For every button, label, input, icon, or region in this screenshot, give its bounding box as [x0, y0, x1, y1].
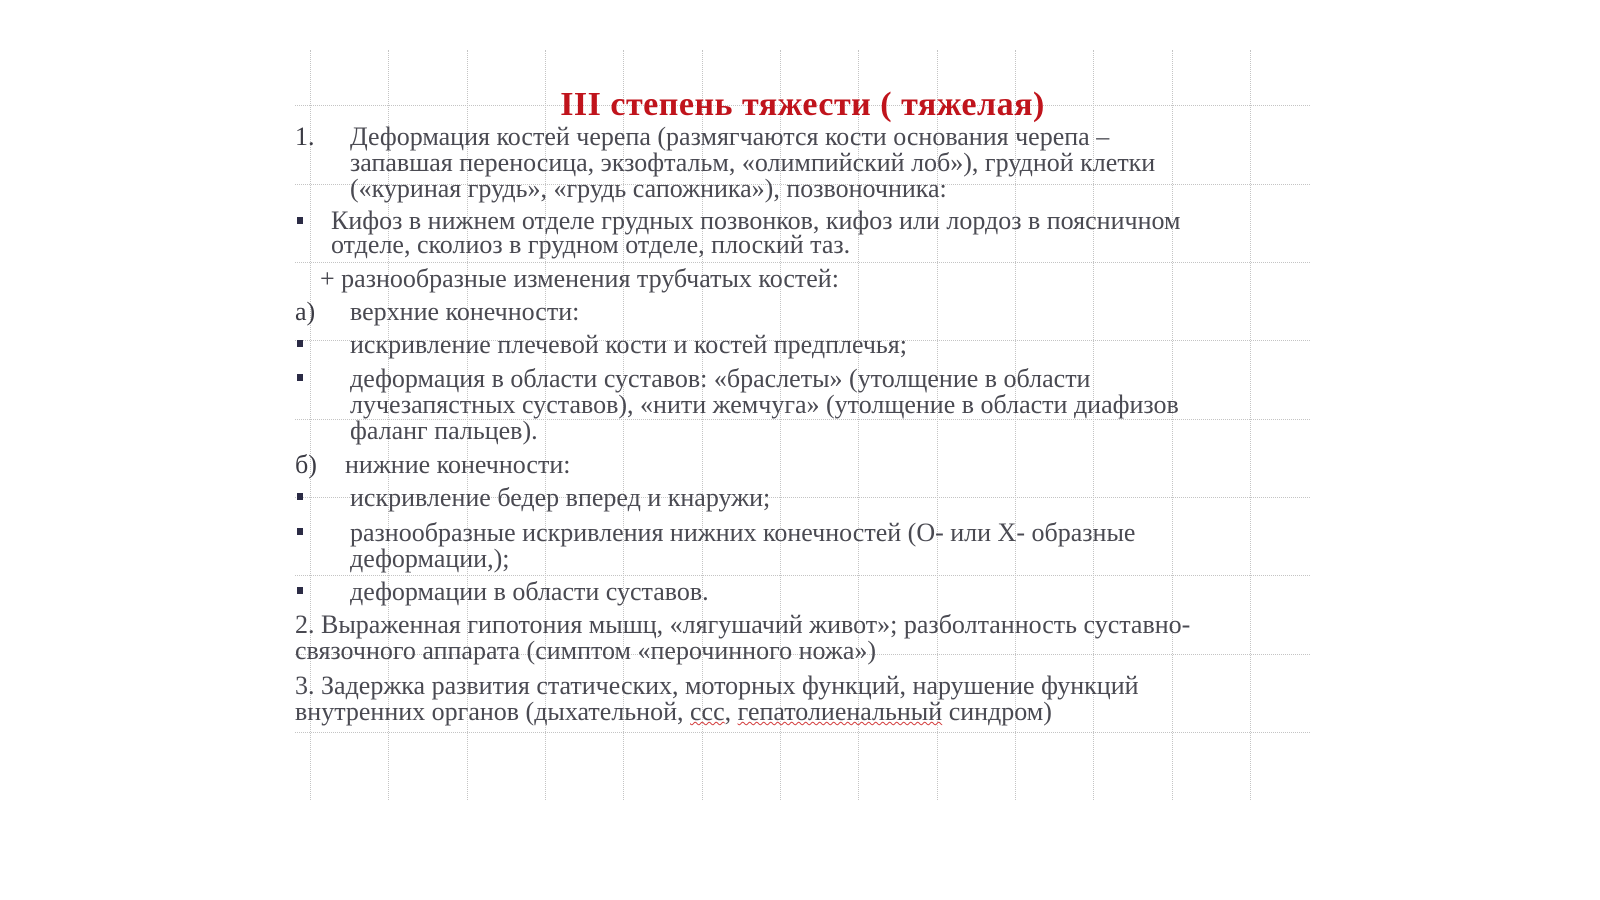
text-line: фаланг пальцев). [350, 416, 538, 445]
text-line: деформации,); [350, 544, 510, 573]
slide-title: III степень тяжести ( тяжелая) [560, 86, 1045, 123]
bullet-icon [297, 528, 303, 535]
text-line: («куриная грудь», «грудь сапожника»), позвоночника: [350, 174, 947, 203]
text-line: разнообразные искривления нижних конечностей (О- или Х- образные [350, 518, 1136, 547]
list-letter: а) [295, 297, 316, 326]
text-line: Деформация костей черепа (размягчаются кости основания черепа – [350, 122, 1110, 151]
bullet-icon [297, 217, 303, 224]
text-line: 3. Задержка развития статических, моторных функций, нарушение функций [295, 671, 1139, 700]
grid-line [1172, 50, 1173, 800]
text-line: Кифоз в нижнем отделе грудных позвонков, кифоз или лордоз в поясничном [331, 206, 1181, 235]
spellcheck-word: ссс [690, 697, 725, 726]
text-line: деформация в области суставов: «браслеты» (утолщение в области [350, 364, 1091, 393]
text-line: искривление бедер вперед и кнаружи; [350, 483, 771, 512]
text-line: деформации в области суставов. [350, 577, 709, 606]
text-line: нижние конечности: [345, 450, 571, 479]
slide [295, 50, 1310, 800]
spellcheck-word: гепатолиенальный [737, 697, 943, 726]
bullet-icon [297, 374, 303, 381]
text-line: искривление плечевой кости и костей предплечья; [350, 330, 907, 359]
bullet-icon [297, 587, 303, 594]
text-line [295, 699, 1052, 725]
bullet-icon [297, 340, 303, 347]
text-line: лучезапястных суставов), «нити жемчуга» (утолщение в области диафизов [350, 390, 1179, 419]
text-line: + разнообразные изменения трубчатых костей: [320, 264, 839, 293]
text-fragment: внутренних органов (дыхательной, [295, 697, 690, 726]
list-number: 1. [295, 122, 315, 151]
text-line: 2. Выраженная гипотония мышц, «лягушачий живот»; разболтанность суставно- [295, 610, 1191, 639]
list-letter: б) [295, 450, 317, 479]
text-fragment: , [724, 697, 738, 726]
grid-line [295, 575, 1310, 576]
text-fragment: синдром) [942, 697, 1052, 726]
grid-line [1250, 50, 1251, 800]
text-line: верхние конечности: [350, 297, 580, 326]
bullet-icon [297, 493, 303, 500]
text-line: запавшая переносица, экзофтальм, «олимпийский лоб»), грудной клетки [350, 148, 1156, 177]
text-line: отделе, сколиоз в грудном отделе, плоский таз. [331, 230, 851, 259]
grid-line [295, 732, 1310, 733]
text-line: связочного аппарата (симптом «перочинного ножа») [295, 636, 877, 665]
grid-line [295, 262, 1310, 263]
